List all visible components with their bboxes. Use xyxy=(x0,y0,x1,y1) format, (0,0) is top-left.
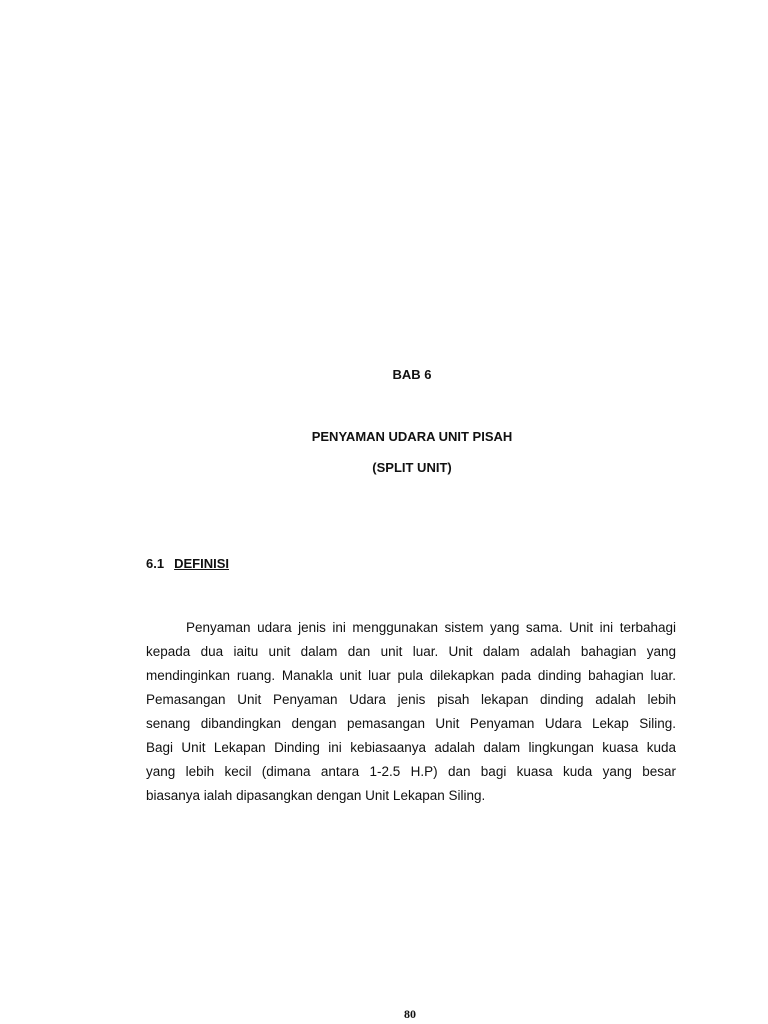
page-number: 80 xyxy=(404,1007,416,1021)
paragraph-line: kepada dua iaitu unit dalam dan unit luar. Unit dalam adalah bahagian yang xyxy=(146,644,676,659)
paragraph-line: Penyaman udara jenis ini menggunakan sistem yang sama. Unit ini terbahagi xyxy=(186,620,676,635)
paragraph-line: Pemasangan Unit Penyaman Udara jenis pisah lekapan dinding adalah lebih xyxy=(146,692,676,707)
section-name: DEFINISI xyxy=(174,556,229,571)
paragraph-line: yang lebih kecil (dimana antara 1-2.5 H.P) dan bagi kuasa kuda yang besar xyxy=(146,764,676,779)
chapter-heading: BAB 6 xyxy=(392,367,432,382)
section-heading xyxy=(146,556,229,572)
chapter-title: PENYAMAN UDARA UNIT PISAH xyxy=(311,429,513,444)
paragraph-line: Bagi Unit Lekapan Dinding ini kebiasaanya adalah dalam lingkungan kuasa kuda xyxy=(146,740,676,755)
paragraph-line: mendinginkan ruang. Manakla unit luar pula dilekapkan pada dinding bahagian luar. xyxy=(146,668,676,683)
section-number: 6.1 xyxy=(146,556,165,571)
definition-paragraph xyxy=(146,616,676,808)
chapter-subtitle: (SPLIT UNIT) xyxy=(372,460,452,475)
paragraph-line: senang dibandingkan dengan pemasangan Unit Penyaman Udara Lekap Siling. xyxy=(146,716,676,731)
paragraph-line: biasanya ialah dipasangkan dengan Unit Lekapan Siling. xyxy=(146,788,486,803)
